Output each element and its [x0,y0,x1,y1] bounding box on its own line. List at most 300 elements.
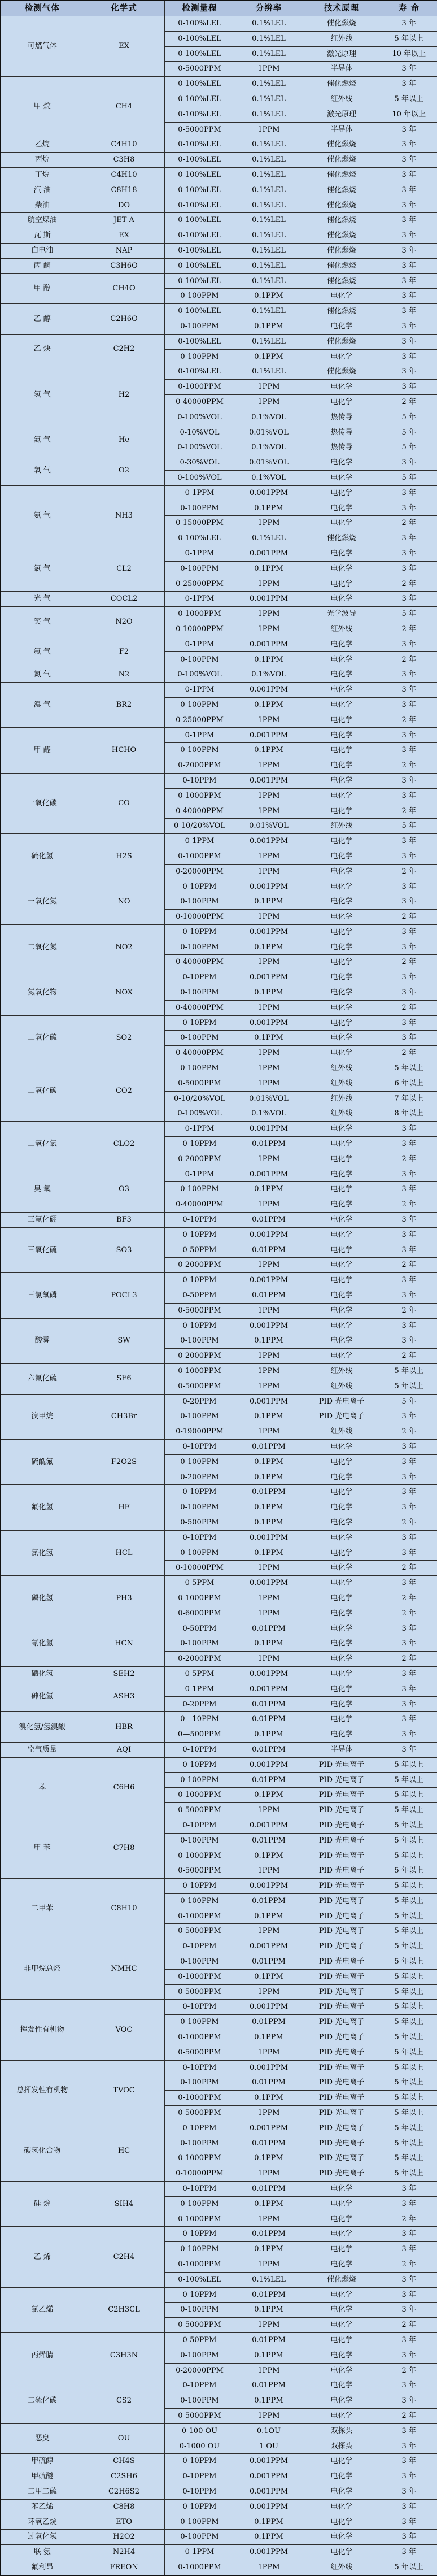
range-cell: 0-10PPM [164,879,235,894]
principle-cell: 红外线 [303,1076,381,1091]
principle-cell: 电化学 [303,349,381,364]
table-row [1,304,437,319]
lifespan-cell: 3 年 [381,1545,437,1561]
range-cell: 0-1000PPM [164,607,235,622]
resolution-cell: 0.1%LEL [235,137,303,153]
lifespan-cell: 10 年以上 [381,46,437,62]
formula-cell: EX [84,228,164,244]
table-row [1,592,437,607]
range-cell: 0-1000PPM [164,2212,235,2227]
gas-name-cell: 甲硫醚 [1,2469,84,2484]
gas-name-cell: 乙 炔 [1,334,84,364]
formula-cell: POCL3 [84,1273,164,1318]
principle-cell: 电化学 [303,2499,381,2514]
principle-cell: 红外线 [303,1379,381,1394]
resolution-cell: 0.1PPM [235,349,303,364]
range-cell: 0-100%VOL [164,1106,235,1122]
principle-cell: 电化学 [303,561,381,576]
resolution-cell: 0.01PPM [235,1712,303,1727]
principle-cell: 半导体 [303,122,381,137]
resolution-cell: 0.01PPM [235,1485,303,1500]
resolution-cell: 0.01PPM [235,1954,303,1970]
range-cell: 0-10PPM [164,1273,235,1288]
gas-name-cell: 二氧化氯 [1,1122,84,1167]
gas-name-cell: 一氧化碳 [1,773,84,833]
resolution-cell: 0.1PPM [235,1470,303,1485]
resolution-cell: 0.001PPM [235,1757,303,1773]
resolution-cell: 1PPM [235,1606,303,1621]
principle-cell: 电化学 [303,1136,381,1152]
table-row [1,1015,437,1031]
lifespan-cell: 2 年 [381,1258,437,1273]
resolution-cell: 0.1PPM [235,1515,303,1530]
resolution-cell: 0.1%VOL [235,667,303,683]
range-cell: 0-10PPM [164,2060,235,2075]
principle-cell: 电化学 [303,985,381,1001]
table-row [1,1167,437,1182]
resolution-cell: 1PPM [235,2257,303,2272]
principle-cell: 电化学 [303,1697,381,1712]
gas-name-cell: 环氧乙烷 [1,2514,84,2530]
resolution-cell: 0.1PPM [235,1031,303,1046]
principle-cell: 电化学 [303,592,381,607]
table-row [1,2181,437,2196]
principle-cell: 电化学 [303,894,381,910]
range-cell: 0-100PPM [164,501,235,516]
gas-name-cell: 氮 气 [1,667,84,683]
range-cell: 0-1000PPM [164,1591,235,1606]
resolution-cell: 0.01PPM [235,1697,303,1712]
table-row [1,334,437,349]
range-cell: 0-10PPM [164,1485,235,1500]
gas-name-cell: 二氧化氮 [1,924,84,970]
principle-cell: 电化学 [303,788,381,803]
column-header: 寿 命 [381,1,437,16]
resolution-cell: 0.001PPM [235,1939,303,1954]
range-cell: 0-6000PPM [164,1606,235,1621]
lifespan-cell: 5 年以上 [381,1757,437,1773]
range-cell: 0-10PPM [164,773,235,788]
principle-cell: 电化学 [303,1333,381,1349]
lifespan-cell: 3 年 [381,834,437,849]
lifespan-cell: 3 年 [381,1712,437,1727]
range-cell: 0-100PPM [164,2348,235,2363]
range-cell: 0-10PPM [164,1939,235,1954]
lifespan-cell: 5 年以上 [381,2075,437,2091]
principle-cell: 电化学 [303,1454,381,1470]
lifespan-cell: 5 年以上 [381,1833,437,1848]
gas-name-cell: 瓦 斯 [1,228,84,244]
lifespan-cell: 3 年 [381,455,437,471]
lifespan-cell: 3 年 [381,2272,437,2287]
lifespan-cell: 2 年 [381,1652,437,1667]
principle-cell: 电化学 [303,1122,381,1137]
lifespan-cell: 3 年 [381,2469,437,2484]
resolution-cell: 0.01PPM [235,1243,303,1258]
resolution-cell: 0.1PPM [235,652,303,667]
range-cell: 0-20PPM [164,1394,235,1409]
table-row [1,16,437,32]
gas-name-cell: 砷化氢 [1,1682,84,1712]
resolution-cell: 0.01PPM [235,2378,303,2393]
resolution-cell: 1PPM [235,1379,303,1394]
range-cell: 0-100%LEL [164,258,235,273]
resolution-cell: 1PPM [235,1652,303,1667]
lifespan-cell: 2 年 [381,1046,437,1061]
table-row [1,273,437,289]
lifespan-cell: 2 年 [381,1000,437,1015]
principle-cell: 电化学 [303,1212,381,1227]
formula-cell: F2 [84,637,164,667]
principle-cell: 电化学 [303,1682,381,1697]
principle-cell: 电化学 [303,970,381,985]
range-cell: 0-100PPM [164,1031,235,1046]
table-row [1,2560,437,2575]
formula-cell: BR2 [84,683,164,728]
principle-cell: 电化学 [303,2530,381,2545]
gas-name-cell: 臭 氧 [1,1167,84,1212]
formula-cell: CH3Br [84,1394,164,1439]
range-cell: 0-40000PPM [164,394,235,410]
range-cell: 0-1000PPM [164,2030,235,2045]
range-cell: 0-20PPM [164,1697,235,1712]
lifespan-cell: 3 年 [381,2499,437,2514]
principle-cell: 红外线 [303,31,381,46]
table-row [1,1212,437,1227]
principle-cell: PID 光电离子 [303,1788,381,1803]
principle-cell: 电化学 [303,1576,381,1591]
lifespan-cell: 3 年 [381,592,437,607]
lifespan-cell: 8 年以上 [381,1106,437,1122]
principle-cell: 电化学 [303,576,381,592]
range-cell: 0-10PPM [164,1742,235,1757]
principle-cell: 电化学 [303,2348,381,2363]
resolution-cell: 0.01PPM [235,2227,303,2242]
resolution-cell: 0.01PPM [235,2015,303,2030]
resolution-cell: 1PPM [235,955,303,970]
resolution-cell: 0.1PPM [235,894,303,910]
principle-cell: 催化燃烧 [303,167,381,183]
lifespan-cell: 3 年 [381,289,437,304]
principle-cell: 红外线 [303,1061,381,1076]
range-cell: 0-100%LEL [164,107,235,122]
gas-name-cell: 联 氨 [1,2545,84,2560]
range-cell: 0-20000PPM [164,2363,235,2378]
lifespan-cell: 3 年 [381,2484,437,2499]
lifespan-cell: 5 年以上 [381,1061,437,1076]
range-cell: 0-2000PPM [164,1258,235,1273]
lifespan-cell: 5 年以上 [381,1773,437,1788]
range-cell: 0-1PPM [164,1682,235,1697]
principle-cell: PID 光电离子 [303,1924,381,1939]
gas-name-cell: 溴甲烷 [1,1394,84,1439]
lifespan-cell: 5 年以上 [381,1924,437,1939]
principle-cell: 催化燃烧 [303,16,381,32]
resolution-cell: 0.1%VOL [235,470,303,485]
formula-cell: EX [84,16,164,77]
resolution-cell: 0.1PPM [235,2030,303,2045]
formula-cell: C8H10 [84,1879,164,1939]
resolution-cell: 1PPM [235,803,303,819]
formula-cell: C4H10 [84,137,164,153]
formula-cell: CH4 [84,77,164,137]
table-row [1,1682,437,1697]
principle-cell: 电化学 [303,728,381,743]
resolution-cell: 0.1%LEL [235,531,303,546]
resolution-cell: 0.001PPM [235,546,303,561]
resolution-cell: 1PPM [235,1197,303,1213]
table-row [1,2378,437,2393]
lifespan-cell: 3 年 [381,2454,437,2469]
lifespan-cell: 3 年 [381,1621,437,1636]
principle-cell: 电化学 [303,501,381,516]
lifespan-cell: 3 年 [381,773,437,788]
table-row [1,183,437,198]
principle-cell: 电化学 [303,470,381,485]
resolution-cell: 1PPM [235,1152,303,1167]
principle-cell: 电化学 [303,2242,381,2257]
lifespan-cell: 2 年 [381,955,437,970]
principle-cell: 电化学 [303,1243,381,1258]
principle-cell: 电化学 [303,319,381,334]
table-row [1,137,437,153]
resolution-cell: 1PPM [235,2318,303,2333]
lifespan-cell: 3 年 [381,1697,437,1712]
resolution-cell: 0.1%LEL [235,228,303,244]
lifespan-cell: 3 年 [381,940,437,955]
range-cell: 0-100%LEL [164,153,235,168]
principle-cell: 催化燃烧 [303,273,381,289]
range-cell: 0-100PPM [164,2393,235,2409]
lifespan-cell: 2 年 [381,2257,437,2272]
principle-cell: PID 光电离子 [303,2000,381,2015]
range-cell: 0-100PPM [164,1893,235,1909]
lifespan-cell: 2 年 [381,803,437,819]
principle-cell: 电化学 [303,516,381,531]
table-row [1,243,437,258]
resolution-cell: 0.1PPM [235,501,303,516]
principle-cell: 红外线 [303,2560,381,2575]
resolution-cell: 0.1PPM [235,561,303,576]
principle-cell: 电化学 [303,2408,381,2423]
lifespan-cell: 3 年 [381,2227,437,2242]
principle-cell: 电化学 [303,2227,381,2242]
formula-cell: NMHC [84,1939,164,2000]
principle-cell: 催化燃烧 [303,531,381,546]
principle-cell: 电化学 [303,1712,381,1727]
resolution-cell: 0.1PPM [235,2530,303,2545]
gas-name-cell: 过氧化氢 [1,2530,84,2545]
lifespan-cell: 3 年 [381,137,437,153]
range-cell: 0-1PPM [164,485,235,501]
resolution-cell: 0.1%VOL [235,410,303,425]
lifespan-cell: 3 年 [381,1318,437,1333]
formula-cell: PH3 [84,1576,164,1621]
principle-cell: 电化学 [303,924,381,940]
resolution-cell: 0.1PPM [235,289,303,304]
range-cell: 0-100%LEL [164,77,235,92]
principle-cell: 电化学 [303,1182,381,1197]
gas-name-cell: 甲 醛 [1,728,84,773]
range-cell: 0-10%VOL [164,425,235,440]
range-cell: 0-5000PPM [164,1863,235,1879]
principle-cell: 电化学 [303,546,381,561]
range-cell: 0-100PPM [164,1954,235,1970]
lifespan-cell: 5 年以上 [381,2121,437,2136]
lifespan-cell: 3 年 [381,970,437,985]
range-cell: 0-10PPM [164,924,235,940]
table-row [1,485,437,501]
lifespan-cell: 3 年 [381,1636,437,1652]
resolution-cell: 0.001PPM [235,2000,303,2015]
range-cell: 0-10PPM [164,1318,235,1333]
principle-cell: 催化燃烧 [303,2272,381,2287]
principle-cell: 双探头 [303,2439,381,2454]
principle-cell: 电化学 [303,1636,381,1652]
formula-cell: C2H6O [84,304,164,335]
range-cell: 0-100PPM [164,2303,235,2318]
range-cell: 0-5PPM [164,1666,235,1682]
formula-cell: HCN [84,1621,164,1666]
principle-cell: 电化学 [303,1288,381,1303]
lifespan-cell: 3 年 [381,1273,437,1288]
range-cell: 0-1000PPM [164,2151,235,2166]
range-cell: 0-10PPM [164,2484,235,2499]
principle-cell: 红外线 [303,1106,381,1122]
lifespan-cell: 3 年 [381,183,437,198]
lifespan-cell: 3 年 [381,879,437,894]
gas-name-cell: 二硫化碳 [1,2378,84,2423]
lifespan-cell: 5 年以上 [381,2560,437,2575]
table-row [1,834,437,849]
resolution-cell: 0.1%LEL [235,213,303,228]
lifespan-cell: 3 年 [381,122,437,137]
resolution-cell: 0.1PPM [235,697,303,713]
principle-cell: PID 光电离子 [303,1893,381,1909]
principle-cell: PID 光电离子 [303,1803,381,1818]
gas-name-cell: 六氟化硫 [1,1363,84,1394]
lifespan-cell: 5 年以上 [381,1939,437,1954]
lifespan-cell: 5 年 [381,607,437,622]
lifespan-cell: 5 年以上 [381,1863,437,1879]
lifespan-cell: 5 年以上 [381,1954,437,1970]
table-row [1,1122,437,1137]
range-cell: 0-100%LEL [164,228,235,244]
principle-cell: 电化学 [303,2332,381,2348]
principle-cell: 激光原理 [303,46,381,62]
lifespan-cell: 3 年 [381,924,437,940]
range-cell: 0-100PPM [164,289,235,304]
principle-cell: PID 光电离子 [303,2121,381,2136]
range-cell: 0-1000PPM [164,1788,235,1803]
range-cell: 0-100%VOL [164,440,235,455]
lifespan-cell: 2 年 [381,1152,437,1167]
principle-cell: 电化学 [303,834,381,849]
principle-cell: 电化学 [303,1485,381,1500]
principle-cell: 电化学 [303,1227,381,1243]
principle-cell: 电化学 [303,1621,381,1636]
principle-cell: 电化学 [303,1545,381,1561]
range-cell: 0-100PPM [164,2242,235,2257]
table-body [1,16,437,2575]
formula-cell: SEH2 [84,1666,164,1682]
table-row [1,1939,437,1954]
table-row [1,1530,437,1545]
range-cell: 0-10PPM [164,1439,235,1454]
table-row [1,924,437,940]
range-cell: 0-100PPM [164,561,235,576]
resolution-cell: 0.1PPM [235,1545,303,1561]
range-cell: 0-100%LEL [164,334,235,349]
gas-name-cell: 乙烷 [1,137,84,153]
range-cell: 0-5000PPM [164,1984,235,2000]
principle-cell: PID 光电离子 [303,2105,381,2121]
principle-cell: 催化燃烧 [303,213,381,228]
table-row [1,2287,437,2303]
table-row [1,2484,437,2499]
principle-cell: 催化燃烧 [303,304,381,319]
range-cell: 0-100%LEL [164,92,235,107]
lifespan-cell: 5 年 [381,470,437,485]
lifespan-cell: 3 年 [381,2545,437,2560]
resolution-cell: 0.001PPM [235,2060,303,2075]
range-cell: 0-100PPM [164,940,235,955]
principle-cell: 热传导 [303,440,381,455]
resolution-cell: 0.1PPM [235,2196,303,2212]
principle-cell: 电化学 [303,1318,381,1333]
principle-cell: 电化学 [303,1500,381,1515]
lifespan-cell: 3 年 [381,531,437,546]
lifespan-cell: 3 年 [381,1485,437,1500]
table-row [1,1576,437,1591]
formula-cell: H2 [84,364,164,425]
resolution-cell: 0.1%LEL [235,198,303,213]
range-cell: 0-5000PPM [164,1924,235,1939]
formula-cell: C2H4 [84,2227,164,2287]
formula-cell: ETO [84,2514,164,2530]
table-row [1,667,437,683]
gas-name-cell: 非甲烷总烃 [1,1939,84,2000]
principle-cell: 电化学 [303,803,381,819]
lifespan-cell: 3 年 [381,2530,437,2545]
principle-cell: PID 光电离子 [303,1833,381,1848]
principle-cell: 电化学 [303,683,381,698]
table-row [1,2454,437,2469]
range-cell: 0-100%LEL [164,198,235,213]
formula-cell: C8H18 [84,183,164,198]
formula-cell: NOX [84,970,164,1015]
principle-cell: PID 光电离子 [303,2075,381,2091]
range-cell: 0-10000PPM [164,2166,235,2182]
range-cell: 0-100%LEL [164,213,235,228]
principle-cell: 电化学 [303,2363,381,2378]
gas-name-cell: 碳氢化合物 [1,2121,84,2181]
principle-cell: 电化学 [303,2303,381,2318]
lifespan-cell: 3 年 [381,1182,437,1197]
formula-cell: C2H6S2 [84,2484,164,2499]
range-cell: 0-100%LEL [164,31,235,46]
range-cell: 0-1000PPM [164,849,235,864]
formula-cell: BF3 [84,1212,164,1227]
range-cell: 0-50PPM [164,1243,235,1258]
resolution-cell: 1PPM [235,2560,303,2575]
gas-name-cell: 氯化氢 [1,1530,84,1575]
lifespan-cell: 3 年 [381,683,437,698]
lifespan-cell: 5 年以上 [381,2136,437,2151]
principle-cell: PID 光电离子 [303,2030,381,2045]
lifespan-cell: 3 年 [381,258,437,273]
lifespan-cell: 5 年以上 [381,1969,437,1984]
